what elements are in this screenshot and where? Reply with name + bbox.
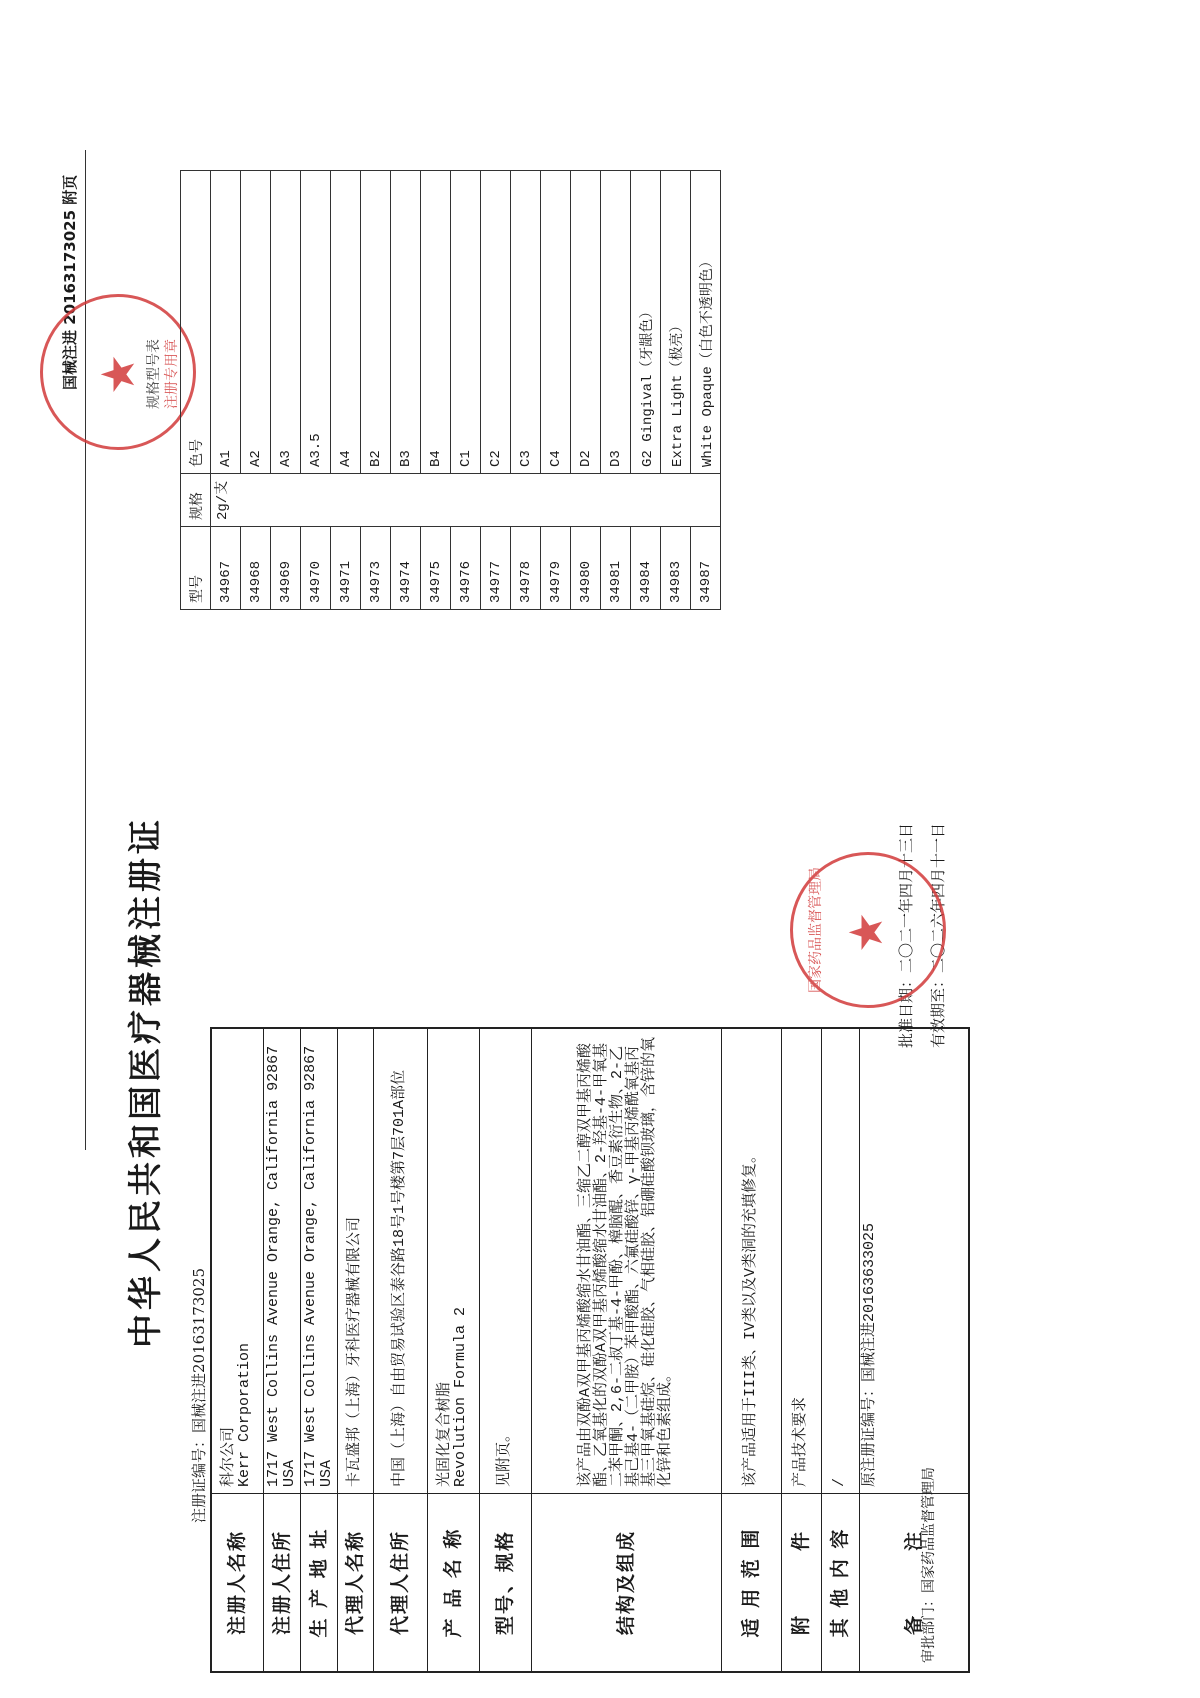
- model-number: 34980: [571, 527, 601, 610]
- model-number: 34984: [631, 527, 661, 610]
- attachment-seal: [40, 294, 196, 450]
- model-table-row: [661, 171, 691, 610]
- model-table-row: [451, 171, 481, 610]
- certificate-row-value: 中国（上海）自由贸易试验区泰谷路18号1号楼第7层701A部位: [373, 1028, 427, 1494]
- certificate-row-label: 型号、规格: [479, 1494, 531, 1673]
- model-number: 34968: [241, 527, 271, 610]
- certificate-row-value: 原注册证编号：国械注进20163633025: [859, 1028, 969, 1494]
- model-table-header-row: [181, 171, 211, 610]
- certificate-row-value: 1717 West Collins Avenue Orange, California 92867 USA: [300, 1028, 337, 1494]
- model-table-row: [511, 171, 541, 610]
- shade-name: C4: [541, 171, 571, 474]
- model-table-row: [361, 171, 391, 610]
- valid-until: 有效期至：二〇二六年四月十一日: [929, 822, 947, 1048]
- shade-name: White Opaque（白色不透明色）: [691, 171, 721, 474]
- attachment-seal-text: 规格型号表: [146, 339, 162, 409]
- certificate-row-label: 注册人住所: [263, 1494, 300, 1673]
- certificate-title: 中华人民共和国医疗器械注册证: [126, 816, 166, 1348]
- model-number: 34987: [691, 527, 721, 610]
- model-table-row: [631, 171, 661, 610]
- certificate-row-value: 产品技术要求: [781, 1028, 821, 1494]
- model-table-row: [571, 171, 601, 610]
- certificate-row-label: 其 他 内 容: [821, 1494, 859, 1673]
- shade-name: D3: [601, 171, 631, 474]
- certificate-number-label: 注册证编号：: [190, 1432, 208, 1523]
- seal-text: 国家药品监督管理局: [808, 867, 824, 993]
- model-number: 34970: [301, 527, 331, 610]
- model-table-row: [301, 171, 331, 610]
- model-table-row: [481, 171, 511, 610]
- model-number: 34971: [331, 527, 361, 610]
- certificate-number-value: 国械注进20163173025: [190, 1268, 208, 1433]
- model-table-header-cell: 色号: [181, 171, 211, 474]
- shade-name: A3.5: [301, 171, 331, 474]
- certificate-row-label: 生 产 地 址: [300, 1494, 337, 1673]
- attachment-page: [61, 150, 885, 1150]
- model-number: 34976: [451, 527, 481, 610]
- shade-name: A1: [211, 171, 241, 474]
- certificate-number: [188, 1268, 209, 1523]
- model-table-header-cell: 型号: [181, 527, 211, 610]
- model-table-row: [421, 171, 451, 610]
- model-spec: 2g/支: [211, 474, 721, 527]
- model-number: 34979: [541, 527, 571, 610]
- certificate-row-label: 备 注: [859, 1494, 969, 1673]
- certificate-row-value: 1717 West Collins Avenue Orange, California 92867 USA: [263, 1028, 300, 1494]
- model-number: 34978: [511, 527, 541, 610]
- certificate-row-label: 适 用 范 围: [721, 1494, 781, 1673]
- shade-name: D2: [571, 171, 601, 474]
- model-table-header-cell: 规格: [181, 474, 211, 527]
- model-number: 34983: [661, 527, 691, 610]
- shade-name: B2: [361, 171, 391, 474]
- shade-name: A2: [241, 171, 271, 474]
- model-number: 34975: [421, 527, 451, 610]
- seal-star-icon: ★: [91, 353, 145, 395]
- certificate-row-label: 代理人住所: [373, 1494, 427, 1673]
- certificate-row-label: 代理人名称: [337, 1494, 373, 1673]
- model-number: 34977: [481, 527, 511, 610]
- shade-name: C2: [481, 171, 511, 474]
- model-table-row: [541, 171, 571, 610]
- shade-name: A3: [271, 171, 301, 474]
- certificate-row-label: 结构及组成: [531, 1494, 721, 1673]
- model-table-row: [691, 171, 721, 610]
- shade-name: Extra Light（极亮）: [661, 171, 691, 474]
- shade-name: B4: [421, 171, 451, 474]
- shade-name: C3: [511, 171, 541, 474]
- model-table-row: [601, 171, 631, 610]
- approval-department: 审批部门：国家药品监督管理局: [921, 1467, 937, 1663]
- shade-name: C1: [451, 171, 481, 474]
- shade-name: B3: [391, 171, 421, 474]
- model-table-row: [241, 171, 271, 610]
- model-number: 34967: [211, 527, 241, 610]
- certificate-row-value: 该产品适用于III类、IV类以及V类洞的充填修复。: [721, 1028, 781, 1494]
- model-table-row: [331, 171, 361, 610]
- shade-name: A4: [331, 171, 361, 474]
- certificate-row-value: 科尔公司 Kerr Corporation: [211, 1028, 263, 1494]
- shade-name: G2 Gingival（牙龈色）: [631, 171, 661, 474]
- certificate-row-value: 见附页。: [479, 1028, 531, 1494]
- certificate-row-label: 附 件: [781, 1494, 821, 1673]
- attachment-seal-sub: 注册专用章: [164, 339, 180, 409]
- certificate-row-value: /: [821, 1028, 859, 1494]
- seal-star-icon: ★: [839, 911, 893, 953]
- model-table-row: [271, 171, 301, 610]
- model-number: 34973: [361, 527, 391, 610]
- certificate-row-value: 光固化复合树脂 Revolution Formula 2: [427, 1028, 479, 1494]
- certificate-row-value: 卡瓦盛邦（上海）牙科医疗器械有限公司: [337, 1028, 373, 1494]
- certificate-row-label: 注册人名称: [211, 1494, 263, 1673]
- model-number: 34981: [601, 527, 631, 610]
- model-table-row: [211, 171, 241, 610]
- model-spec-table: [180, 170, 721, 610]
- approval-date: 批准日期：二〇二一年四月十三日: [897, 822, 915, 1048]
- model-table-row: [391, 171, 421, 610]
- attachment-header: 国械注进 20163173025 附页: [61, 174, 79, 390]
- certificate-row-label: 产 品 名 称: [427, 1494, 479, 1673]
- certificate-row-value: 该产品由双酚A双甲基丙烯酸缩水甘油酯、三缩乙二醇双甲基丙烯酸酯、乙氧基化的双酚A双甲基丙烯酸缩水甘油酯、2-羟基-4-甲氧基二苯甲酮、2,6-二叔丁基-4-甲酚、樟脑醌、香豆素衍生物、2-乙基己基4-（二甲胺）苯甲酸酯、六氟硅酸锌、γ-甲基丙烯酰氧基丙基三甲氧基硅烷、硅化硅胶、气相硅胶、铝硼硅酸钡玻璃，含锌的氧化锌和色素组成。: [531, 1028, 721, 1494]
- model-number: 34969: [271, 527, 301, 610]
- model-number: 34974: [391, 527, 421, 610]
